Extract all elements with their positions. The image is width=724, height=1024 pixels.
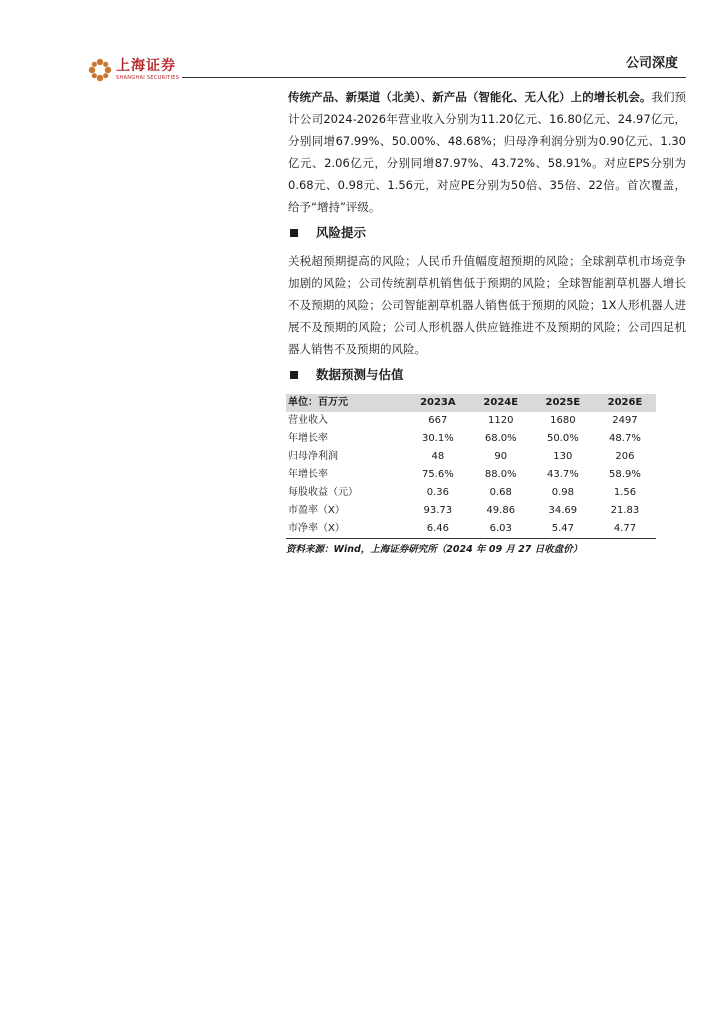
table-row [286,520,656,539]
main-content [288,86,686,555]
intro-body: 我们预计公司2024-2026年营业收入分别为11.20亿元、16.80亿元、24.97亿元，分别同增67.99%、50.00%、48.68%；归母净利润分别为0.90亿元、1.30亿元、2.06亿元，分别同增87.97%、43.72%、58.91%。对应EPS分别为0.68元、0.98元、1.56元，对应PE分别为50倍、35倍、22倍。首次覆盖，给予“增持”评级。 [288,90,687,214]
table-source-note: 资料来源：Wind，上海证券研究所（2024 年 09 月 27 日收盘价） [286,544,583,555]
table-cell: 0.36 [426,487,449,498]
forecast-section-title: 数据预测与估值 [316,367,404,382]
table-cell: 30.1% [421,433,454,444]
risk-section-heading [288,222,686,244]
table-cell: 34.69 [548,505,578,516]
table-cell: 2497 [612,415,638,426]
table-cell: 48 [431,451,445,462]
intro-bold-lead: 传统产品、新渠道（北美）、新产品（智能化、无人化）上的增长机会。 [288,90,652,104]
row-label: 市净率（X） [286,520,406,539]
table-header-cell: 单位：百万元 [288,397,348,408]
row-label: 年增长率 [288,469,328,480]
table-cell: 0.98 [551,487,574,498]
table-cell: 1.56 [613,487,637,498]
table-cell: 6.46 [406,520,470,539]
table-cell: 6.03 [470,520,532,539]
risk-paragraph: 关税超预期提高的风险；人民币升值幅度超预期的风险；全球割草机市场竞争加剧的风险；公司传统割草机销售低于预期的风险；全球智能割草机器人增长不及预期的风险；公司智能割草机器人销售低于预期的风险；1X人形机器人进展不及预期的风险；公司人形机器人供应链推进不及预期的风险；公司四足机器人销售不及预期的风险。 [288,254,686,356]
table-row [286,412,656,430]
header-divider [182,77,686,78]
forecast-section-heading [288,364,686,386]
logo-subtext: SHANGHAI SECURITIES [116,75,180,81]
table-cell: 21.83 [610,505,640,516]
row-label: 营业收入 [288,415,328,426]
table-cell: 50.0% [546,433,579,444]
table-row [286,466,656,484]
table-cell: 1680 [550,415,576,426]
page-header [0,0,724,82]
table-cell: 93.73 [423,505,453,516]
table-cell: 43.7% [546,469,579,480]
table-cell: 130 [553,451,573,462]
shanghai-securities-logo-icon [88,58,112,82]
table-cell: 88.0% [484,469,517,480]
report-type-title: 公司深度 [625,56,678,71]
table-cell: 90 [494,451,508,462]
table-row [286,448,656,466]
table-header-cell: 2024E [483,397,519,408]
table-row [286,484,656,502]
logo-text: 上海证券 [116,58,176,74]
intro-paragraph [288,86,686,218]
table-cell: 206 [615,451,635,462]
table-cell: 68.0% [484,433,517,444]
table-cell: 5.47 [532,520,594,539]
table-cell: 4.77 [594,520,656,539]
table-cell: 75.6% [421,469,454,480]
table-cell: 58.9% [609,469,641,480]
section-bullet-icon [290,371,298,379]
forecast-table [286,394,656,539]
row-label: 年增长率 [288,433,328,444]
table-header-cell: 2025E [545,397,581,408]
risk-section-title: 风险提示 [316,225,367,240]
table-cell: 1120 [488,415,514,426]
table-row [286,502,656,520]
table-header-cell: 2026E [607,397,643,408]
table-cell: 49.86 [486,505,516,516]
table-cell: 48.7% [609,433,641,444]
row-label: 归母净利润 [288,451,338,462]
row-label: 每股收益（元） [288,487,358,498]
table-cell: 0.68 [489,487,512,498]
table-header-row [286,394,656,412]
table-row [286,430,656,448]
table-cell: 667 [428,415,448,426]
table-header-cell: 2023A [420,397,456,408]
section-bullet-icon [290,229,298,237]
row-label: 市盈率（X） [288,505,345,516]
